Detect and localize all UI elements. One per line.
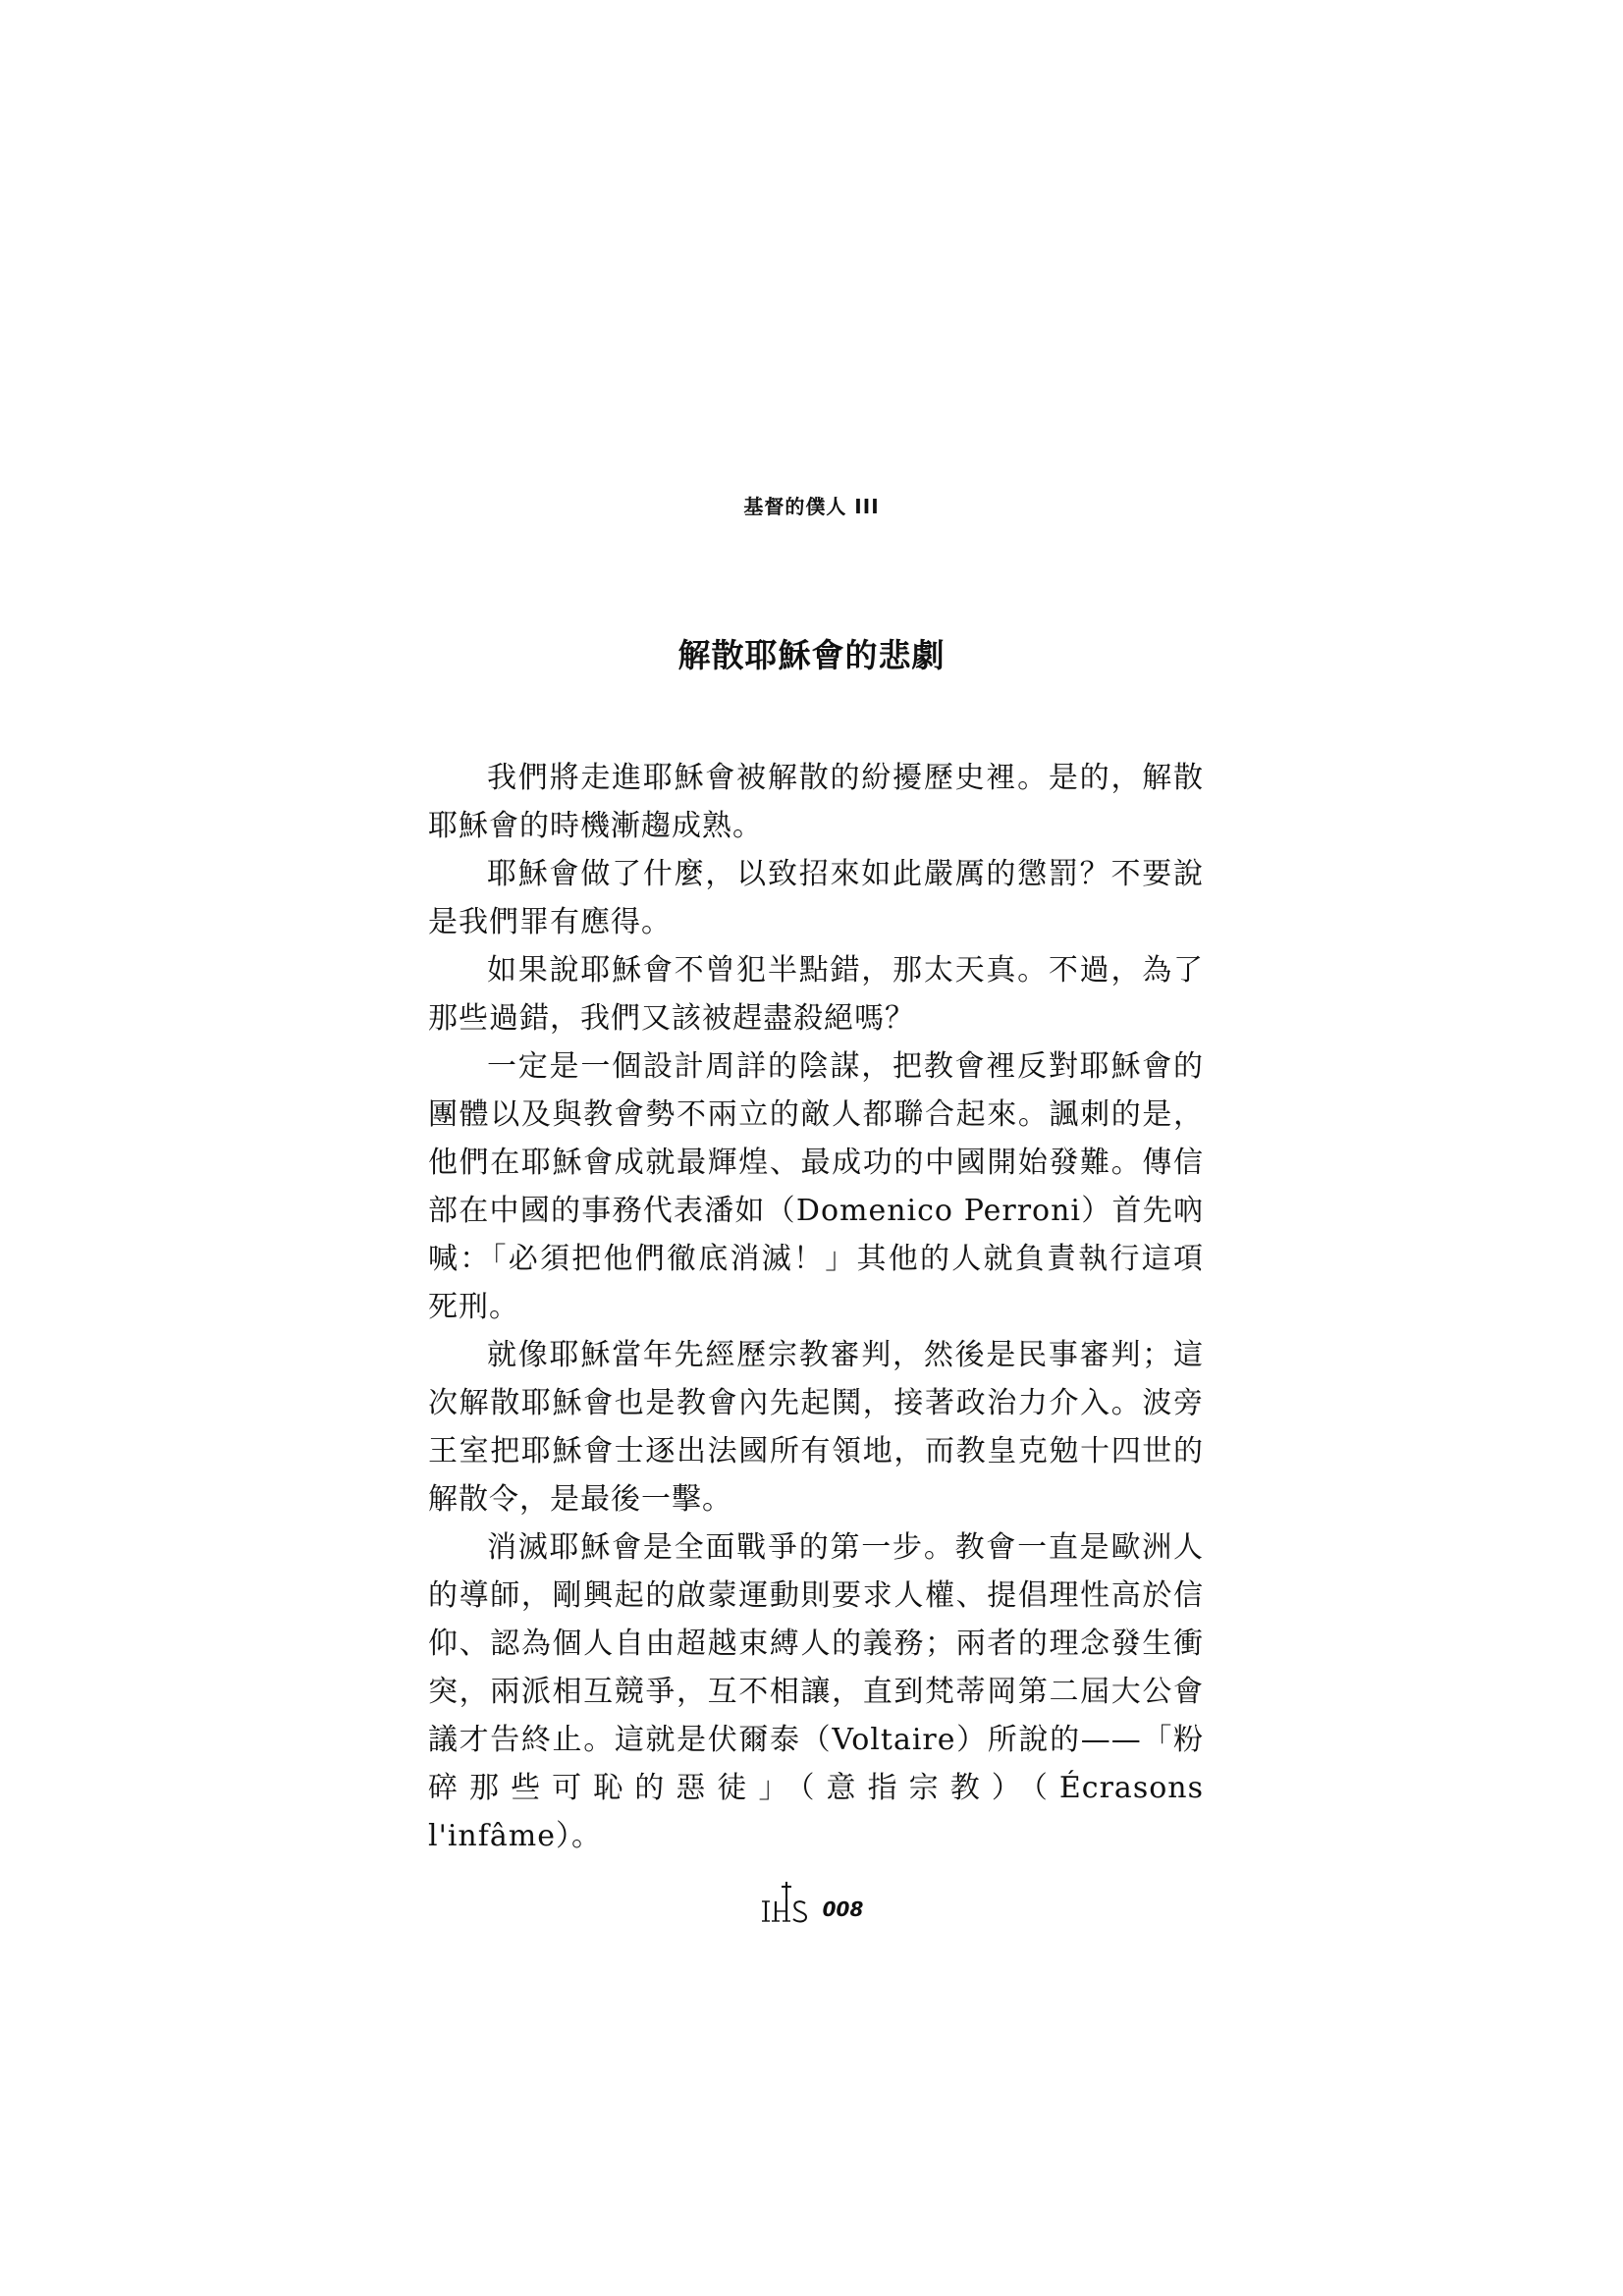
body-text (428, 754, 1204, 1860)
paragraph-4: 一定是一個設計周詳的陰謀，把教會裡反對耶穌會的團體以及與教會勢不兩立的敵人都聯合起來。諷刺的是，他們在耶穌會成就最輝煌、最成功的中國開始發難。傳信部在中國的事務代表潘如（Domenico Perroni）首先吶喊：「必須把他們徹底消滅！」其他的人就負責執行這項死刑。 (428, 1049, 1204, 1324)
paragraph-6: 消滅耶穌會是全面戰爭的第一步。教會一直是歐洲人的導師，剛興起的啟蒙運動則要求人權、提倡理性高於信仰、認為個人自由超越束縛人的義務；兩者的理念發生衝突，兩派相互競爭，互不相讓，直到梵蒂岡第二屆大公會議才告終止。這就是伏爾泰（Voltaire）所說的——「粉碎那些可恥的惡徒」（意指宗教）（Écrasons l'infâme）。 (428, 1530, 1204, 1853)
chapter-title: 解散耶穌會的悲劇 (677, 636, 946, 674)
paragraph-1: 我們將走進耶穌會被解散的紛擾歷史裡。是的，解散耶穌會的時機漸趨成熟。 (428, 761, 1204, 843)
paragraph-3: 如果說耶穌會不曾犯半點錯，那太天真。不過，為了那些過錯，我們又該被趕盡殺絕嗎？ (428, 953, 1204, 1036)
paragraph-5: 就像耶穌當年先經歷宗教審判，然後是民事審判；這次解散耶穌會也是教會內先起鬨，接著政治力介入。波旁王室把耶穌會士逐出法國所有領地，而教皇克勉十四世的解散令，是最後一擊。 (428, 1338, 1204, 1517)
paragraph-2: 耶穌會做了什麼，以致招來如此嚴厲的懲罰？不要說是我們罪有應得。 (428, 857, 1204, 939)
ihs-monogram-icon (760, 1880, 815, 1925)
page-number: 008 (822, 1897, 864, 1921)
page-footer (0, 1880, 1623, 1919)
running-header: 基督的僕人 III (743, 495, 880, 518)
